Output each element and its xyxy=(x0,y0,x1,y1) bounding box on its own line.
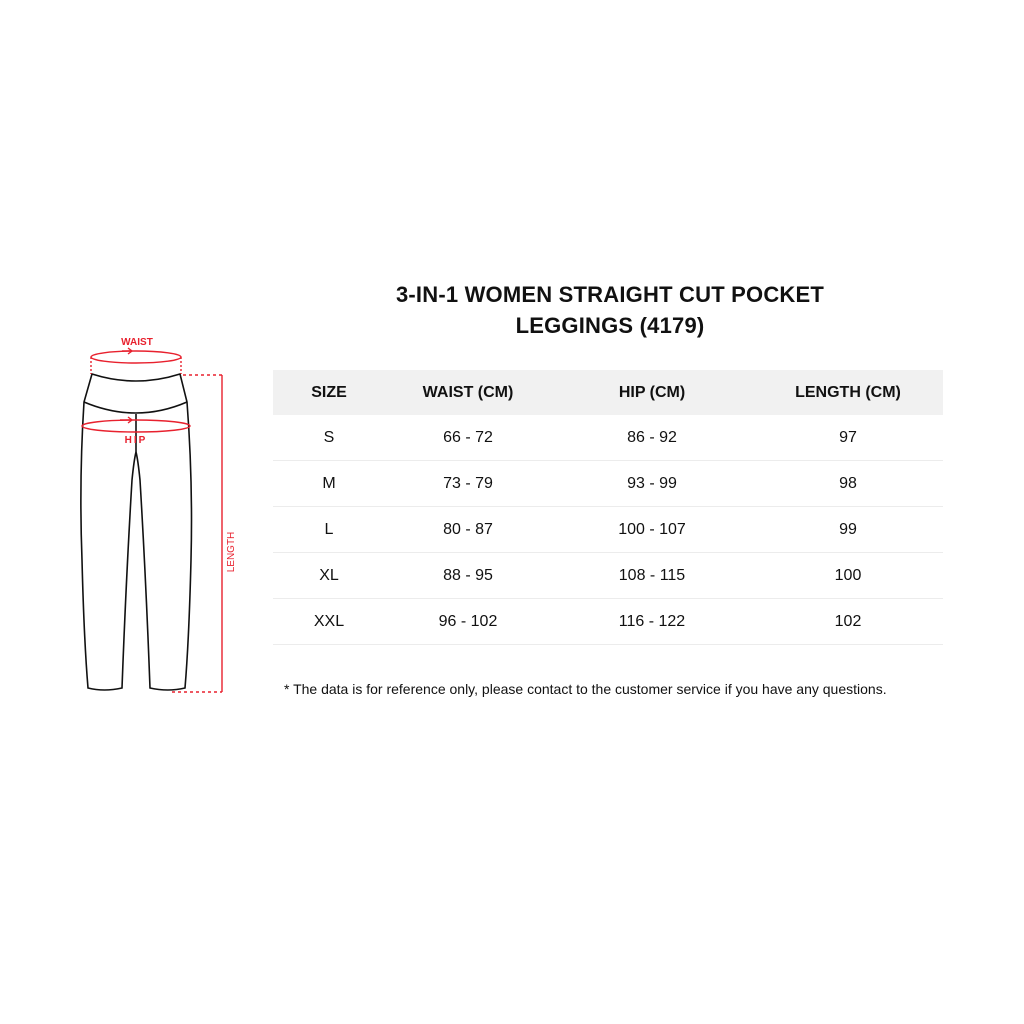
cell-waist: 66 - 72 xyxy=(385,415,551,461)
cell-waist: 96 - 102 xyxy=(385,599,551,645)
leggings-diagram xyxy=(0,0,260,720)
cell-waist: 73 - 79 xyxy=(385,461,551,507)
table-row xyxy=(273,415,943,461)
cell-size: L xyxy=(273,507,385,553)
hip-arrow-icon xyxy=(120,417,132,423)
table-row xyxy=(273,553,943,599)
waist-arrow-icon xyxy=(122,348,132,354)
header-waist: WAIST (CM) xyxy=(385,370,551,415)
cell-hip: 86 - 92 xyxy=(551,415,753,461)
reference-note: * The data is for reference only, please contact to the customer service if you have any questions. xyxy=(284,681,887,697)
waist-label: WAIST xyxy=(121,337,153,348)
cell-size: M xyxy=(273,461,385,507)
hip-label: HIP xyxy=(124,435,148,446)
table-row xyxy=(273,461,943,507)
title-line-2: LEGGINGS (4179) xyxy=(515,313,705,338)
cell-length: 100 xyxy=(753,553,943,599)
size-table xyxy=(273,370,943,645)
cell-hip: 100 - 107 xyxy=(551,507,753,553)
header-length: LENGTH (CM) xyxy=(753,370,943,415)
cell-hip: 116 - 122 xyxy=(551,599,753,645)
cell-waist: 88 - 95 xyxy=(385,553,551,599)
cell-size: XXL xyxy=(273,599,385,645)
cell-waist: 80 - 87 xyxy=(385,507,551,553)
cell-length: 99 xyxy=(753,507,943,553)
cell-hip: 93 - 99 xyxy=(551,461,753,507)
cell-size: S xyxy=(273,415,385,461)
cell-hip: 108 - 115 xyxy=(551,553,753,599)
title-line-1: 3-IN-1 WOMEN STRAIGHT CUT POCKET xyxy=(395,282,825,307)
cell-length: 97 xyxy=(753,415,943,461)
table-row xyxy=(273,507,943,553)
cell-length: 102 xyxy=(753,599,943,645)
table-header-row xyxy=(273,370,943,415)
page-title xyxy=(340,279,880,341)
cell-length: 98 xyxy=(753,461,943,507)
length-label: LENGTH xyxy=(226,531,237,573)
header-hip: HIP (CM) xyxy=(551,370,753,415)
waist-measure-ellipse xyxy=(91,351,181,363)
header-size: SIZE xyxy=(273,370,385,415)
table-row xyxy=(273,599,943,645)
cell-size: XL xyxy=(273,553,385,599)
